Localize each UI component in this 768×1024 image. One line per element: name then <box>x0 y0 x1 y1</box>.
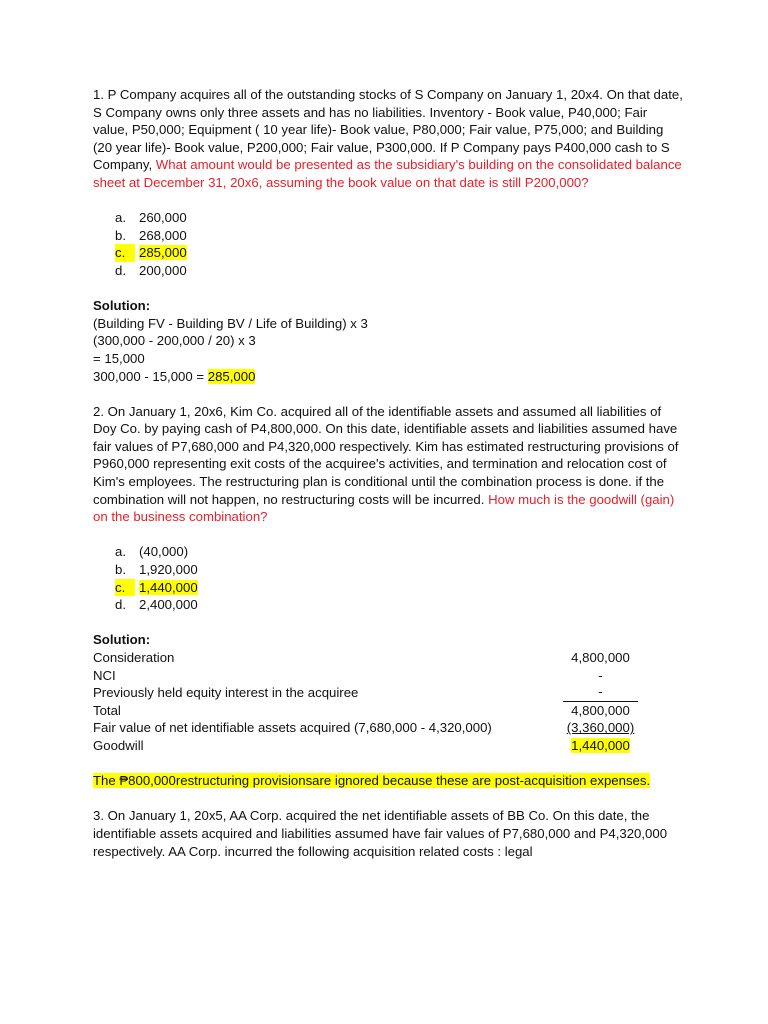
q1-choice-c: c. 285,000 <box>115 245 187 261</box>
q1-choice-a: a. 260,000 <box>115 210 187 226</box>
q1-choices <box>93 209 683 279</box>
q2-choice-b: b. 1,920,000 <box>115 562 198 578</box>
q2-row-previously-held: Previously held equity interest in the acquiree - <box>93 684 638 702</box>
q2-choice-a: a. (40,000) <box>115 544 189 560</box>
q2-question: How much is the goodwill (gain) on the business combination? <box>93 491 675 525</box>
q1-choice-d: d. 200,000 <box>115 262 187 278</box>
q2-row-total: Total 4,800,000 <box>93 702 630 718</box>
q1-solution-line-1: (Building FV - Building BV / Life of Building) x 3 <box>93 315 368 331</box>
q1-stem: 1. P Company acquires all of the outstanding stocks of S Company on January 1, 20x4. On that date, S Company owns only three assets and has no liabilities. Inventory - Book value, P40,000; Fair value, P50,000; Equipment ( 10 year life)- Book value, P80,000; Fair value, P75,000; and Building (20 year life)- Book value, P200,000; Fair value, P300,000. If P Company pays P400,000 cash to S Company, <box>93 87 683 173</box>
q2-row-goodwill: Goodwill 1,440,000 <box>93 737 630 753</box>
q1-question: What amount would be presented as the subsidiary's building on the consolidated balance sheet at December 31, 20x6, assuming the book value on that date is still P200,000? <box>93 157 682 190</box>
q1-solution-line-3: = 15,000 <box>93 350 145 366</box>
q1-solution <box>93 297 683 385</box>
document-page <box>93 86 683 860</box>
q2-solution <box>93 631 683 754</box>
q1-final-answer: 285,000 <box>207 368 256 384</box>
q1-choice-b: b. 268,000 <box>115 227 187 243</box>
q2-row-fair-value: Fair value of net identifiable assets acquired (7,680,000 - 4,320,000) (3,360,000) <box>93 720 635 736</box>
q2-choice-d: d. 2,400,000 <box>115 597 198 613</box>
q1-final-line: 300,000 - 15,000 = 285,000 <box>93 368 256 384</box>
q1-solution-label: Solution: <box>93 298 151 314</box>
q2-stem: 2. On January 1, 20x6, Kim Co. acquired all of the identifiable assets and assumed all liabilities of Doy Co. by paying cash of P4,800,000. On this date, identifiable assets and liabilities assumed have fair values of P7,680,000 and P4,320,000 respectively. Kim has estimated restructuring provisions of P960,000 representing exit costs of the acquiree's activities, and termination and relocation cost of Kim's employees. The restructuring plan is conditional until the combination process is done. if the combination will not happen, no restructuring costs will be incurred. <box>93 403 679 507</box>
q3-paragraph <box>93 807 683 860</box>
q2-choice-c: c. 1,440,000 <box>115 579 198 595</box>
q2-note: The ₱800,000restructuring provisionsare ignored because these are post-acquisition expenses. <box>93 773 651 789</box>
q2-row-consideration: Consideration 4,800,000 <box>93 650 630 665</box>
q2-goodwill-amount: 1,440,000 <box>571 737 630 753</box>
q3-stem: 3. On January 1, 20x5, AA Corp. acquired the net identifiable assets of BB Co. On this date, the identifiable assets acquired and liabilities assumed have fair values of P7,680,000 and P4,320,000 respectively. AA Corp. incurred the following acquisition related costs : legal <box>93 808 668 859</box>
q2-solution-label: Solution: <box>93 632 151 648</box>
q2-row-nci: NCI - <box>93 667 603 683</box>
q2-choices <box>93 543 683 613</box>
q1-paragraph <box>93 86 683 192</box>
q2-paragraph <box>93 403 683 526</box>
q1-solution-line-2: (300,000 - 200,000 / 20) x 3 <box>93 333 256 349</box>
